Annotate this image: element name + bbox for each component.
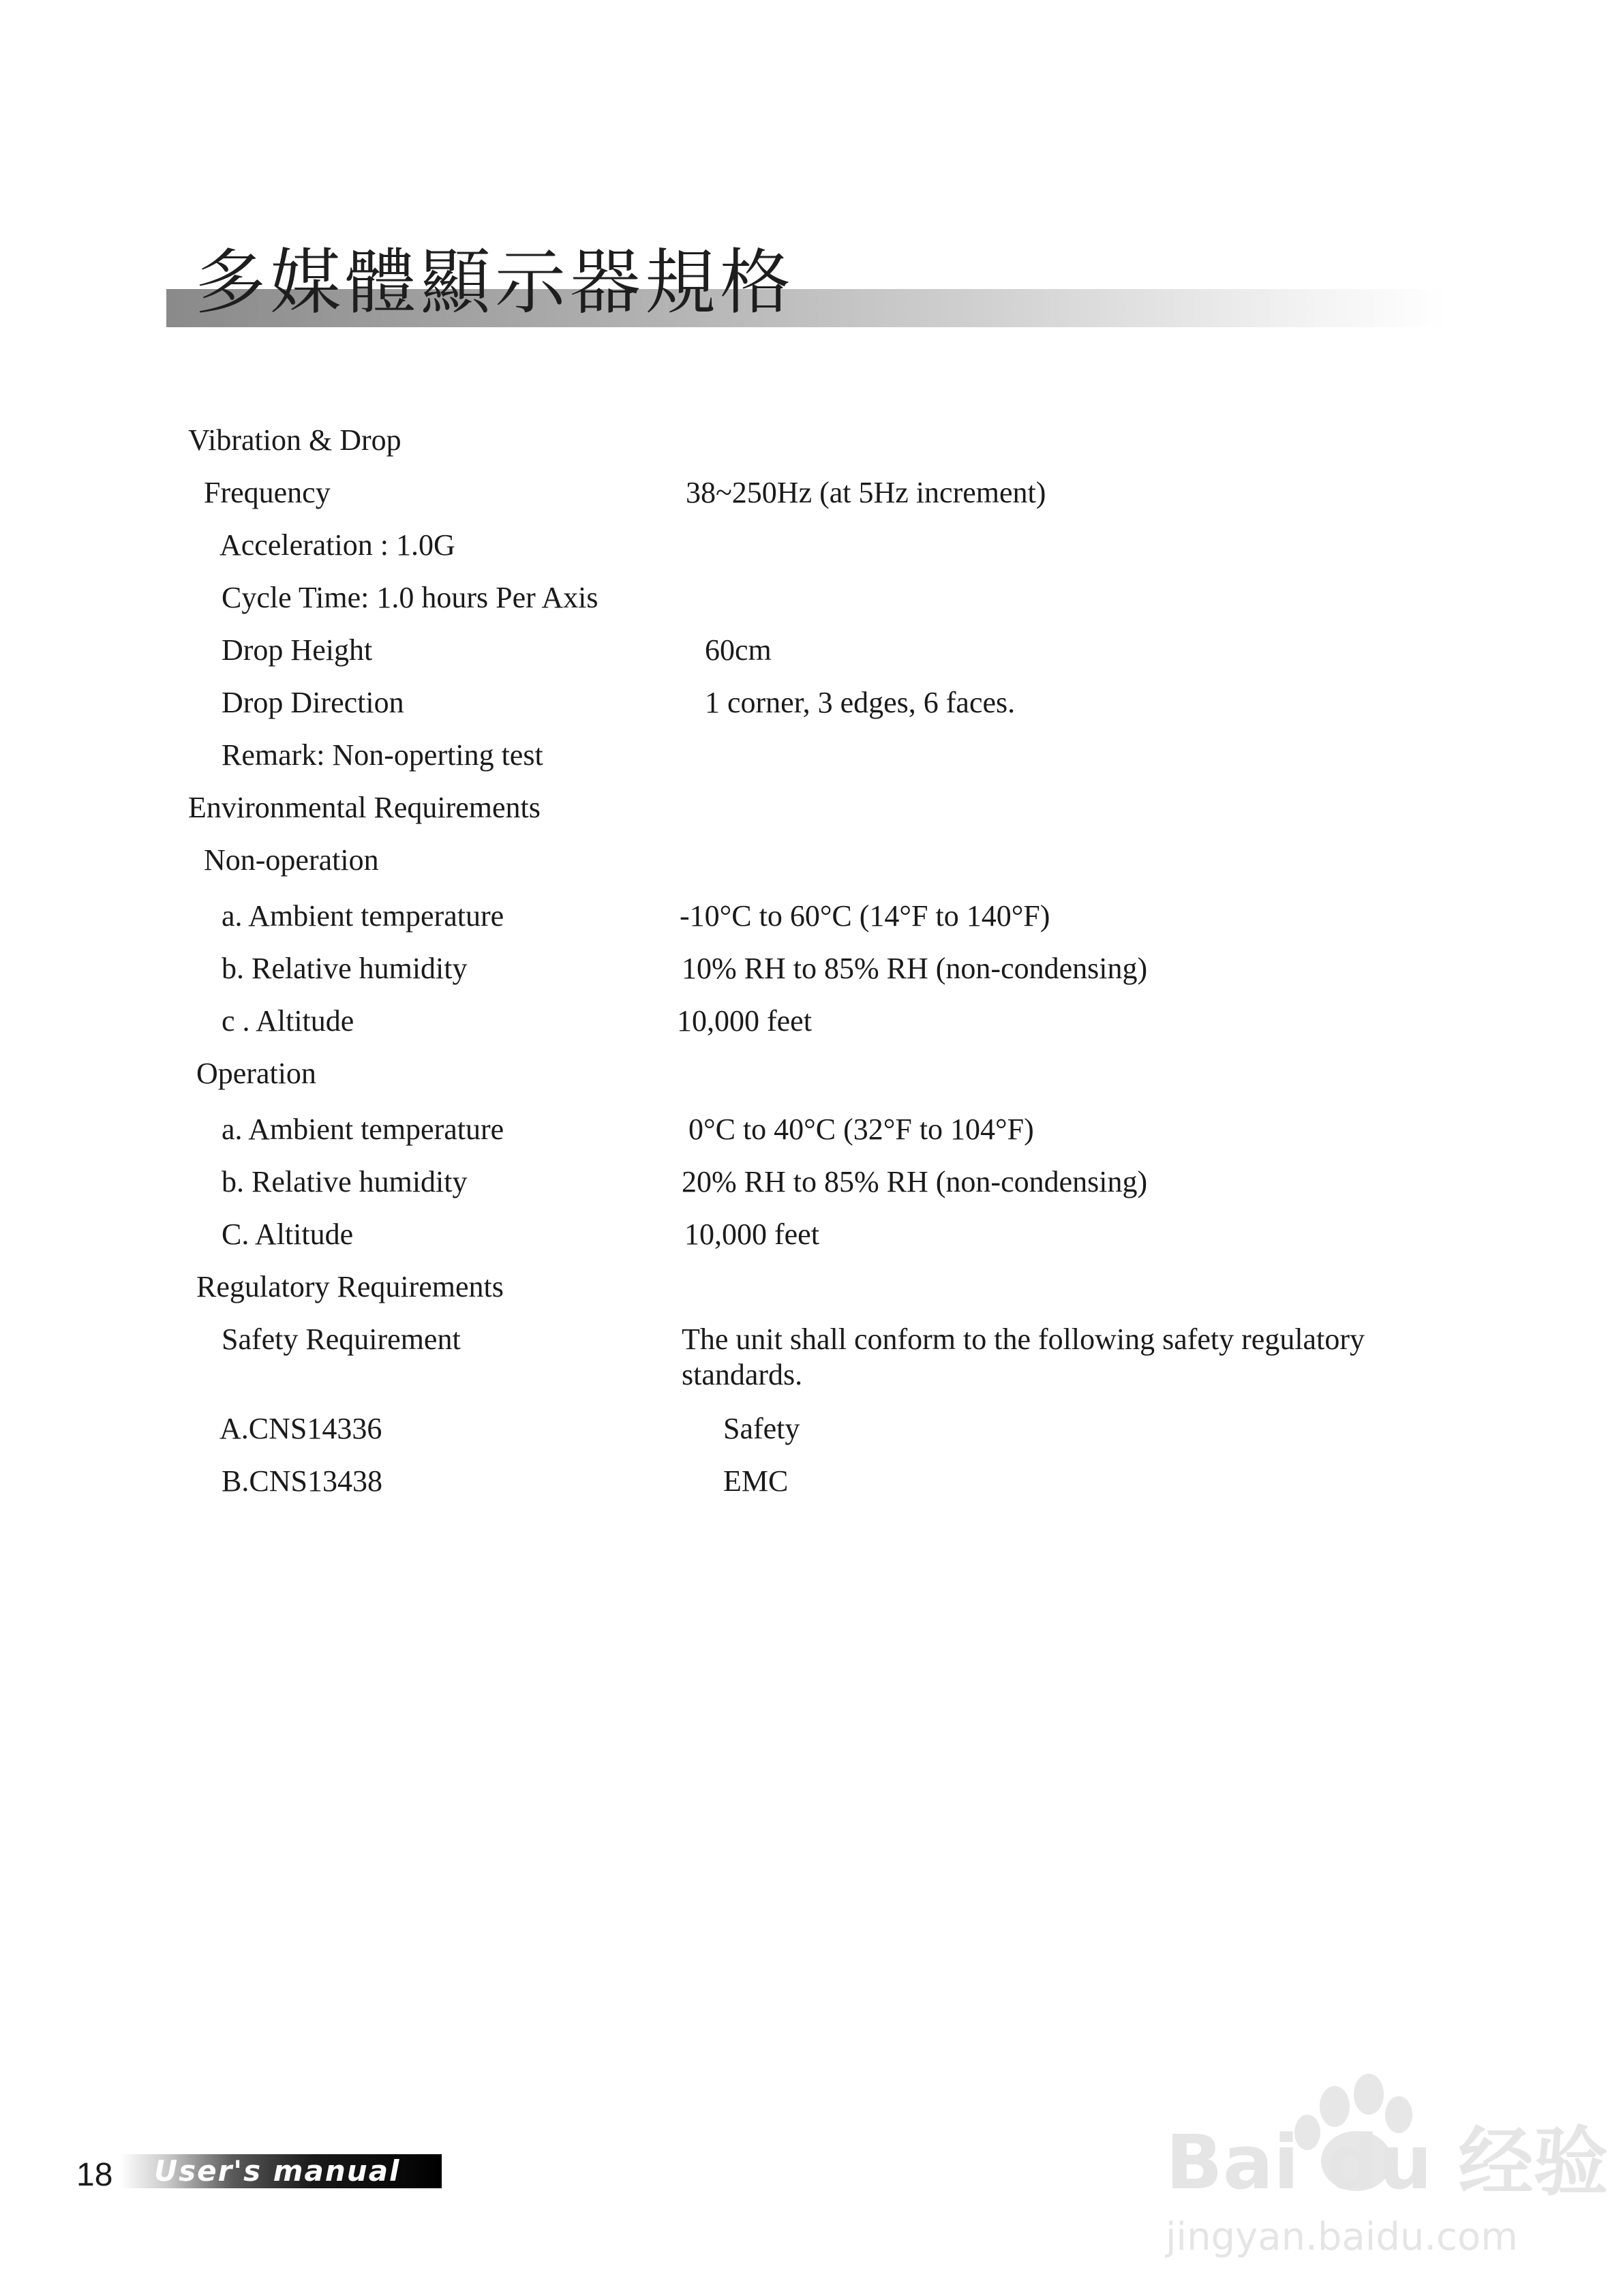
spec-label: Regulatory Requirements bbox=[196, 1270, 504, 1303]
spec-label: Cycle Time: 1.0 hours Per Axis bbox=[222, 581, 598, 614]
spec-value: The unit shall conform to the following safety regulatory standards. bbox=[682, 1323, 1365, 1391]
spec-value: 10% RH to 85% RH (non-condensing) bbox=[682, 952, 1148, 985]
manual-label: User's manual bbox=[154, 2154, 401, 2188]
spec-label: b. Relative humidity bbox=[222, 952, 468, 985]
spec-value: EMC bbox=[723, 1464, 789, 1498]
spec-label: Drop Direction bbox=[222, 686, 404, 719]
watermark-url: jingyan.baidu.com bbox=[1166, 2215, 1518, 2259]
spec-label: Drop Height bbox=[222, 633, 373, 667]
spec-label: Non-operation bbox=[204, 843, 379, 877]
spec-value: 10,000 feet bbox=[684, 1218, 819, 1251]
spec-label: Vibration & Drop bbox=[188, 423, 401, 457]
spec-label: a. Ambient temperature bbox=[222, 899, 504, 933]
spec-label: b. Relative humidity bbox=[222, 1165, 468, 1198]
spec-value: 0°C to 40°C (32°F to 104°F) bbox=[688, 1113, 1034, 1146]
spec-value: 10,000 feet bbox=[677, 1004, 812, 1038]
spec-label: Safety Requirement bbox=[222, 1323, 461, 1356]
spec-label: Remark: Non-operting test bbox=[222, 738, 543, 772]
spec-value: 38~250Hz (at 5Hz increment) bbox=[686, 476, 1046, 509]
spec-label: Environmental Requirements bbox=[188, 791, 541, 824]
spec-label: Frequency bbox=[204, 476, 331, 509]
page-title: 多媒體顯示器規格 bbox=[195, 241, 795, 324]
spec-value: Safety bbox=[723, 1412, 800, 1445]
spec-label: C. Altitude bbox=[222, 1218, 354, 1251]
spec-label: a. Ambient temperature bbox=[222, 1113, 504, 1146]
watermark-brand: Bai du 经验 bbox=[1166, 2119, 1609, 2206]
spec-value: 1 corner, 3 edges, 6 faces. bbox=[705, 686, 1016, 719]
page-number: 18 bbox=[76, 2157, 113, 2193]
spec-label: c . Altitude bbox=[222, 1004, 354, 1038]
spec-label: B.CNS13438 bbox=[222, 1464, 382, 1498]
spec-label: Operation bbox=[196, 1057, 316, 1090]
spec-value: 20% RH to 85% RH (non-condensing) bbox=[682, 1165, 1148, 1198]
spec-value: -10°C to 60°C (14°F to 140°F) bbox=[680, 899, 1050, 933]
spec-label: Acceleration : 1.0G bbox=[219, 528, 455, 562]
spec-label: A.CNS14336 bbox=[219, 1412, 382, 1445]
spec-value: 60cm bbox=[705, 633, 772, 667]
baidu-watermark-logo bbox=[1152, 2052, 1609, 2259]
